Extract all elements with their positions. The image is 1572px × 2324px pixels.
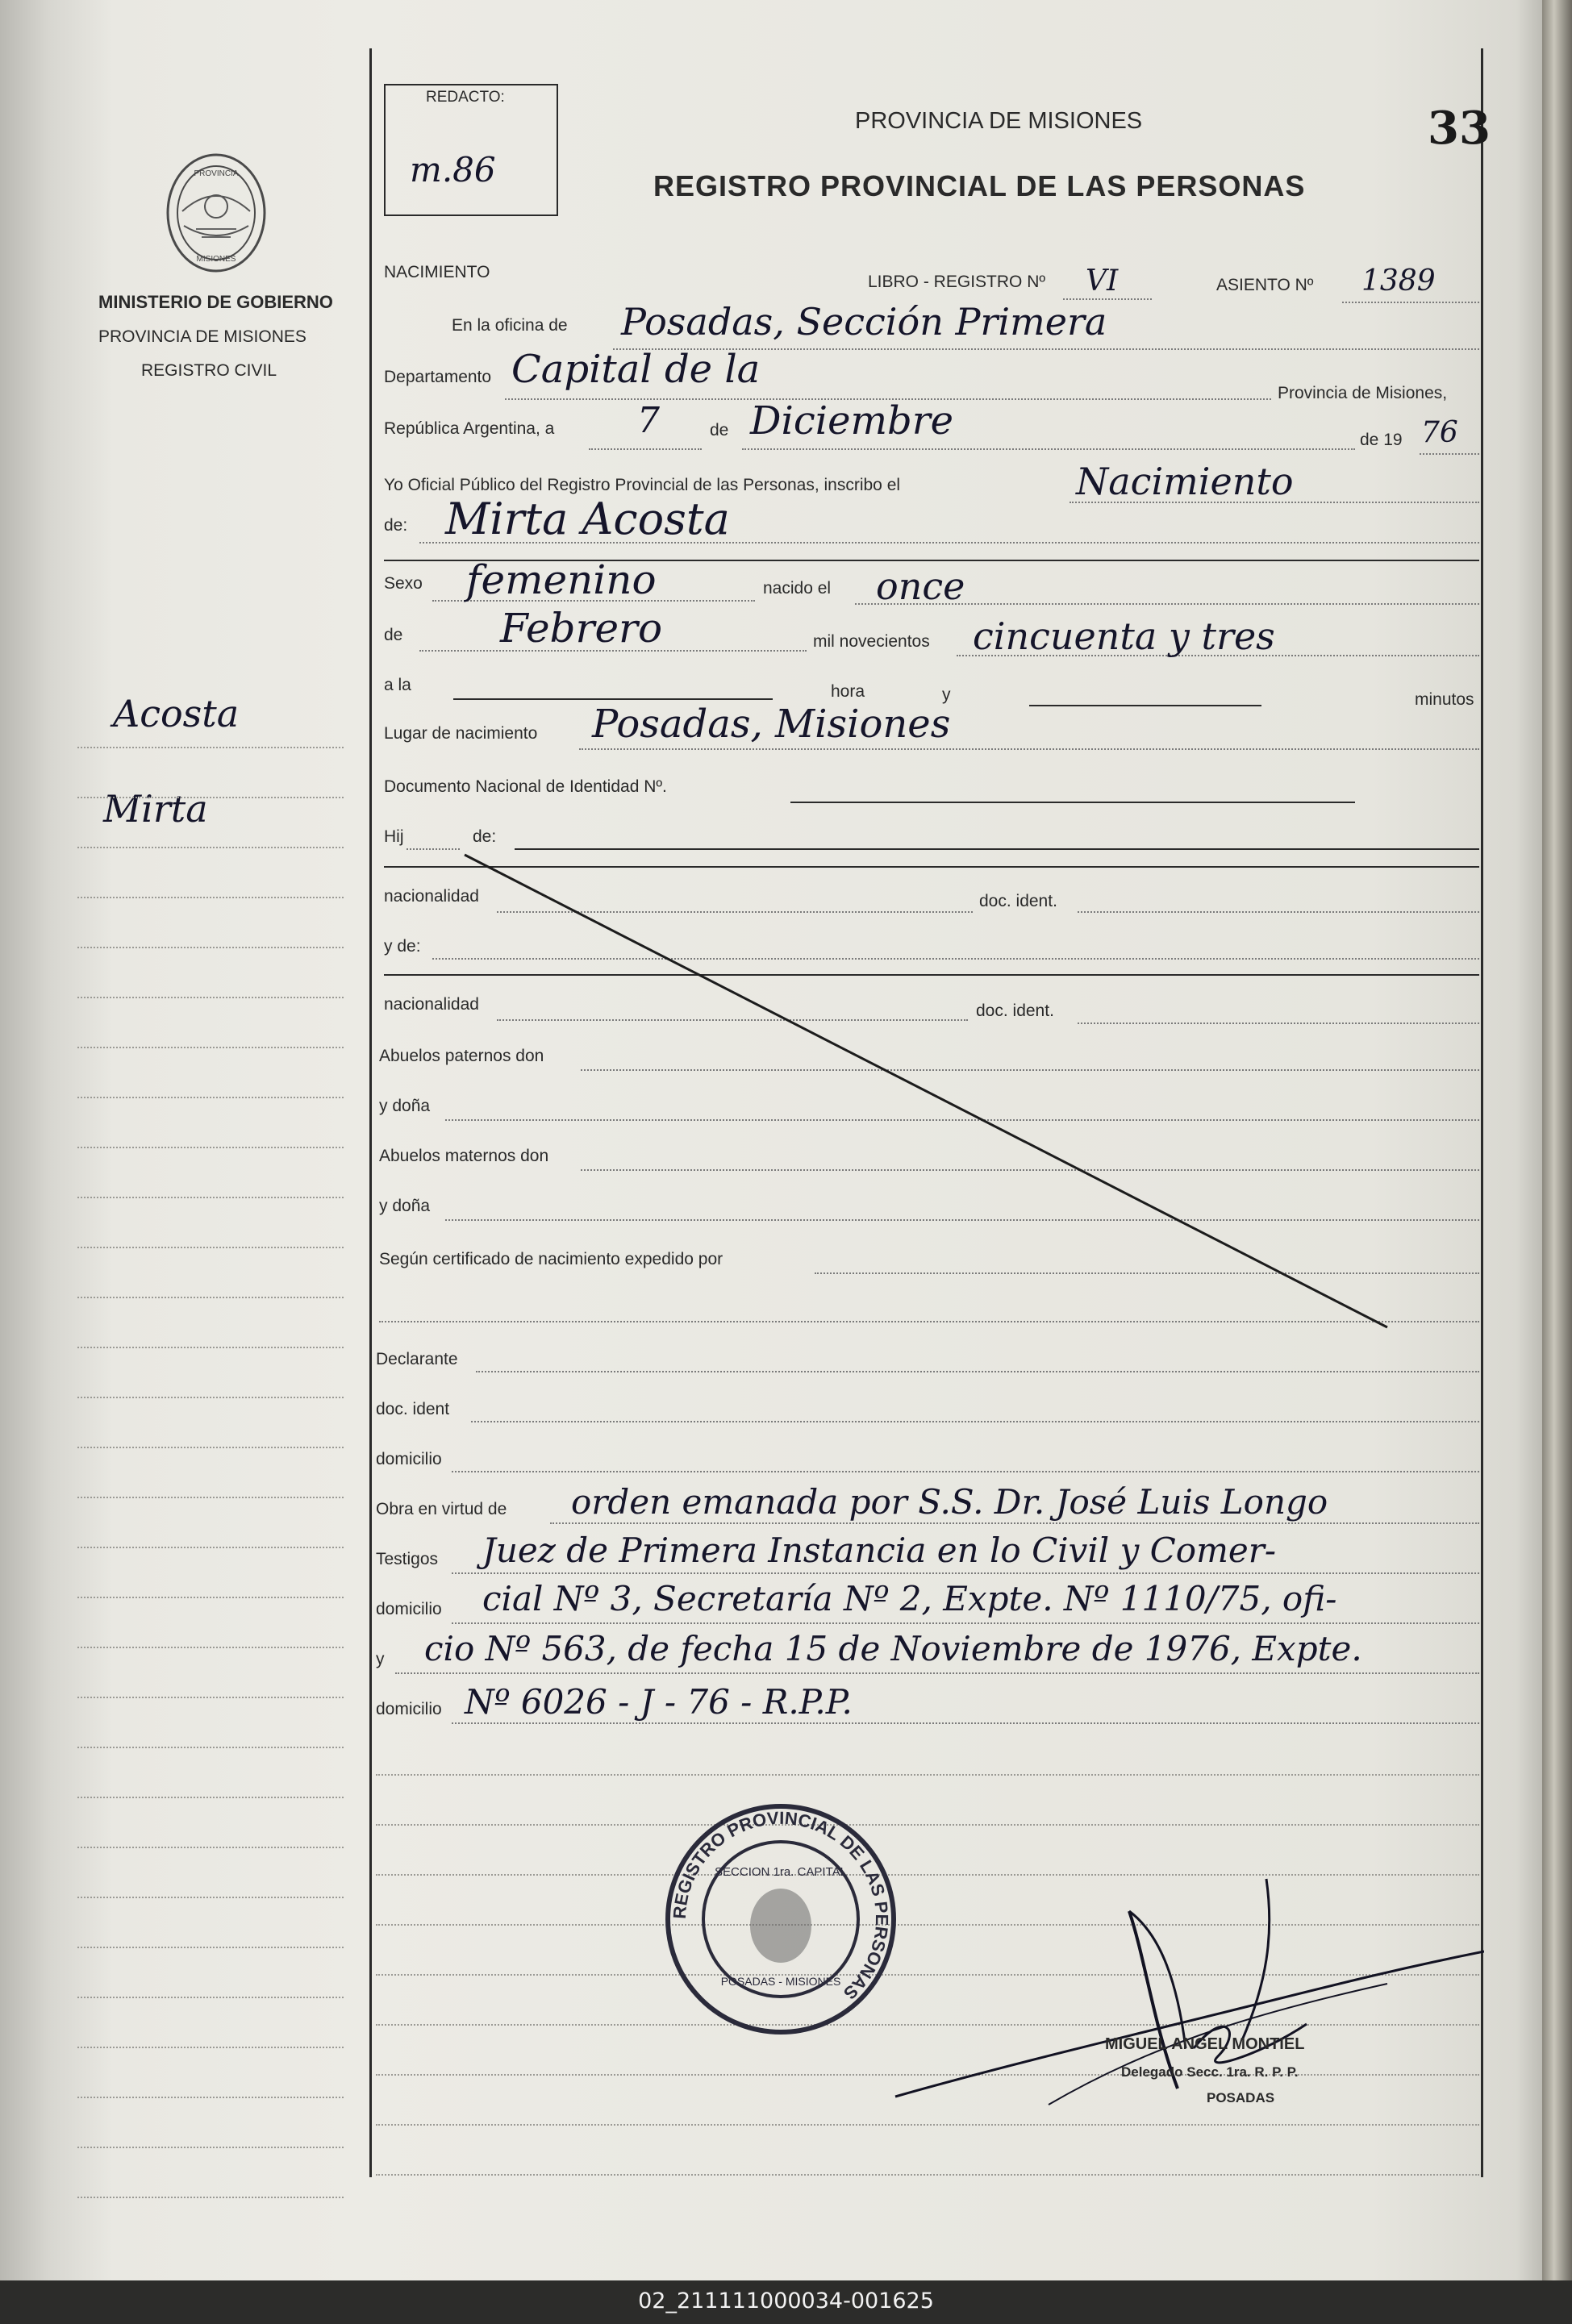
hij-label: Hij bbox=[384, 827, 404, 846]
lugar-label: Lugar de nacimiento bbox=[384, 724, 538, 743]
asiento-value: 1389 bbox=[1361, 264, 1436, 298]
year-prefix: de 19 bbox=[1360, 431, 1403, 449]
sidebar-province-label: PROVINCIA DE MISIONES bbox=[98, 327, 306, 346]
image-id-caption: 02_211111000034-001625 bbox=[638, 2289, 934, 2314]
sexo-value: femenino bbox=[466, 556, 657, 603]
year-value: 76 bbox=[1421, 416, 1458, 449]
segun-label: Según certificado de nacimiento expedido por bbox=[379, 1250, 723, 1268]
y-dona-label: y doña bbox=[379, 1097, 431, 1115]
y-label: y bbox=[942, 685, 951, 704]
margin-surname: Acosta bbox=[113, 692, 240, 735]
hora-label: hora bbox=[831, 682, 865, 701]
birth-year-value: cincuenta y tres bbox=[973, 614, 1275, 658]
abuelos-paternos-label: Abuelos paternos don bbox=[379, 1047, 544, 1065]
minutos-label: minutos bbox=[1415, 690, 1474, 709]
obra-line-2: Juez de Primera Instancia en lo Civil y Comer- bbox=[482, 1531, 1277, 1570]
page-number: 33 bbox=[1428, 102, 1491, 155]
book-page-edge bbox=[1542, 0, 1572, 2280]
stamp-ring-text: REGISTRO PROVINCIAL DE LAS PERSONAS bbox=[669, 1807, 893, 2004]
mil-label: mil novecientos bbox=[813, 632, 930, 651]
lugar-value: Posadas, Misiones bbox=[592, 702, 951, 747]
domicilio-label-2: domicilio bbox=[376, 1600, 442, 1618]
act-value: Nacimiento bbox=[1076, 460, 1294, 503]
doc-ident-label-2: doc. ident. bbox=[976, 1002, 1054, 1020]
obra-line-3: cial Nº 3, Secretaría Nº 2, Expte. Nº 1110/75, ofi- bbox=[482, 1579, 1337, 1618]
asiento-label: ASIENTO Nº bbox=[1216, 276, 1314, 294]
record-type-label: NACIMIENTO bbox=[384, 263, 490, 281]
de-label-2: de bbox=[384, 626, 403, 644]
departamento-label: Departamento bbox=[384, 368, 492, 386]
handwritten-signature bbox=[887, 1863, 1484, 2129]
official-stamp bbox=[660, 1798, 902, 2040]
testigos-label: Testigos bbox=[376, 1550, 439, 1568]
margin-given-name: Mirta bbox=[103, 787, 208, 831]
obra-line-1: orden emanada por S.S. Dr. José Luis Longo bbox=[571, 1482, 1328, 1522]
stamp-bottom-text: POSADAS - MISIONES bbox=[720, 1975, 841, 1988]
dni-label: Documento Nacional de Identidad Nº. bbox=[384, 777, 667, 796]
sexo-label: Sexo bbox=[384, 574, 423, 593]
nacionalidad-label-2: nacionalidad bbox=[384, 995, 479, 1014]
y-label-2: y bbox=[376, 1650, 385, 1668]
birth-day-value: once bbox=[876, 564, 965, 608]
seal-top-text: PROVINCIA bbox=[194, 169, 239, 178]
oficina-label: En la oficina de bbox=[452, 316, 568, 335]
obra-label: Obra en virtud de bbox=[376, 1500, 507, 1518]
republica-label: República Argentina, a bbox=[384, 419, 555, 438]
redacto-value: m.86 bbox=[410, 150, 496, 190]
name-prefix-label: de: bbox=[384, 516, 408, 535]
signatory-city: POSADAS bbox=[1207, 2090, 1275, 2105]
domicilio-label: domicilio bbox=[376, 1450, 442, 1468]
official-text: Yo Oficial Público del Registro Provincial de las Personas, inscribo el bbox=[384, 476, 901, 494]
month-value: Diciembre bbox=[750, 398, 954, 444]
sidebar-registry-label: REGISTRO CIVIL bbox=[141, 361, 277, 380]
libro-value: VI bbox=[1086, 264, 1119, 298]
name-value: Mirta Acosta bbox=[445, 494, 730, 544]
domicilio-label-3: domicilio bbox=[376, 1700, 442, 1718]
departamento-value: Capital de la bbox=[511, 347, 761, 392]
provincia-suffix: Provincia de Misiones, bbox=[1278, 384, 1448, 402]
doc-ident-label-3: doc. ident bbox=[376, 1400, 450, 1418]
nacido-label: nacido el bbox=[763, 579, 832, 598]
doc-ident-label: doc. ident. bbox=[979, 892, 1057, 910]
birth-month-value: Febrero bbox=[500, 605, 663, 652]
obra-line-5: Nº 6026 - J - 76 - R.P.P. bbox=[465, 1682, 853, 1722]
stamp-center-text: SECCION 1ra. CAPITAL bbox=[715, 1865, 847, 1879]
y-de-label: y de: bbox=[384, 937, 421, 956]
seal-bottom-text: MISIONES bbox=[196, 255, 236, 264]
declarante-label: Declarante bbox=[376, 1350, 458, 1368]
province-title: PROVINCIA DE MISIONES bbox=[855, 108, 1143, 134]
signatory-title: Delegado Secc. 1ra. R. P. P. bbox=[1121, 2064, 1299, 2080]
nacionalidad-label: nacionalidad bbox=[384, 887, 479, 906]
oficina-value: Posadas, Sección Primera bbox=[621, 300, 1107, 344]
abuelos-maternos-label: Abuelos maternos don bbox=[379, 1147, 549, 1165]
de-label: de bbox=[710, 421, 729, 439]
signatory-name: MIGUEL ANGEL MONTIEL bbox=[1105, 2035, 1305, 2053]
libro-label: LIBRO - REGISTRO Nº bbox=[868, 273, 1046, 291]
ministry-label: MINISTERIO DE GOBIERNO bbox=[98, 292, 333, 312]
obra-line-4: cio Nº 563, de fecha 15 de Noviembre de 1976, Expte. bbox=[424, 1629, 1362, 1668]
registry-title: REGISTRO PROVINCIAL DE LAS PERSONAS bbox=[653, 169, 1306, 202]
day-value: 7 bbox=[637, 400, 660, 441]
hij-de-label: de: bbox=[473, 827, 497, 846]
a-la-label: a la bbox=[384, 676, 411, 694]
y-dona-label-2: y doña bbox=[379, 1197, 431, 1215]
redacto-label: REDACTO: bbox=[426, 89, 505, 106]
